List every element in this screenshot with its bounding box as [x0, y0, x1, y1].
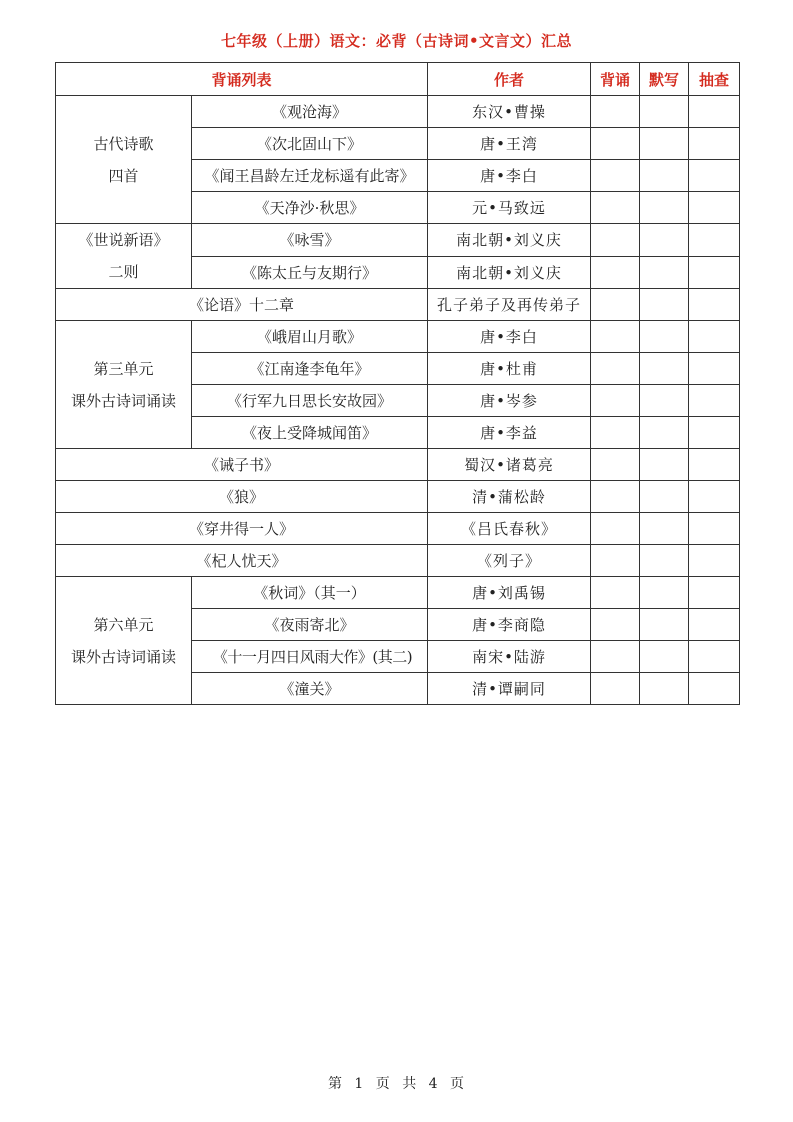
- dictate-check-cell[interactable]: [640, 513, 689, 545]
- dictate-check-cell[interactable]: [640, 641, 689, 673]
- spot-check-cell[interactable]: [689, 192, 740, 224]
- dictate-check-cell[interactable]: [640, 449, 689, 481]
- poem-author: 清•谭嗣同: [428, 673, 591, 705]
- poem-author: 唐•李白: [428, 321, 591, 353]
- poem-author: 唐•李益: [428, 417, 591, 449]
- dictate-check-cell[interactable]: [640, 192, 689, 224]
- poem-title: 《陈太丘与友期行》: [192, 256, 428, 289]
- dictate-check-cell[interactable]: [640, 160, 689, 192]
- recite-check-cell[interactable]: [591, 641, 640, 673]
- poem-title: 《十一月四日风雨大作》(其二): [192, 641, 428, 673]
- table-row: [56, 321, 740, 353]
- group-ancient-poems: [56, 96, 192, 224]
- footer-text: 页: [450, 1076, 466, 1092]
- poem-author: 孔子弟子及再传弟子: [428, 289, 591, 321]
- poem-author: 《列子》: [428, 545, 591, 577]
- header-recite: 背诵: [591, 63, 640, 96]
- recite-check-cell[interactable]: [591, 385, 640, 417]
- table-row: [56, 449, 740, 481]
- footer-text: 第: [327, 1076, 343, 1092]
- group-label: 第三单元: [93, 359, 154, 378]
- spot-check-cell[interactable]: [689, 673, 740, 705]
- recite-check-cell[interactable]: [591, 481, 640, 513]
- footer-text: 页: [375, 1076, 391, 1092]
- poem-title: 《夜雨寄北》: [192, 609, 428, 641]
- poem-title: 《秋词》（其一）: [192, 577, 428, 609]
- spot-check-cell[interactable]: [689, 321, 740, 353]
- dictate-check-cell[interactable]: [640, 321, 689, 353]
- poem-title: 《论语》十二章: [56, 289, 428, 321]
- footer-text: 共: [402, 1076, 418, 1092]
- table-row: [56, 513, 740, 545]
- table-row: [56, 289, 740, 321]
- dictate-check-cell[interactable]: [640, 609, 689, 641]
- dictate-check-cell[interactable]: [640, 256, 689, 289]
- group-unit6: [56, 577, 192, 705]
- header-list: 背诵列表: [56, 63, 428, 96]
- spot-check-cell[interactable]: [689, 224, 740, 257]
- poem-title: 《诫子书》: [56, 449, 428, 481]
- spot-check-cell[interactable]: [689, 449, 740, 481]
- recite-check-cell[interactable]: [591, 321, 640, 353]
- recite-check-cell[interactable]: [591, 256, 640, 289]
- dictate-check-cell[interactable]: [640, 673, 689, 705]
- poem-author: 唐•李商隐: [428, 609, 591, 641]
- group-unit3: [56, 321, 192, 449]
- recite-check-cell[interactable]: [591, 289, 640, 321]
- table-row: [56, 545, 740, 577]
- recite-check-cell[interactable]: [591, 128, 640, 160]
- dictate-check-cell[interactable]: [640, 96, 689, 128]
- recite-check-cell[interactable]: [591, 417, 640, 449]
- group-shishuo: [56, 224, 192, 289]
- poem-author: 南宋•陆游: [428, 641, 591, 673]
- poem-title: 《穿井得一人》: [56, 513, 428, 545]
- dictate-check-cell[interactable]: [640, 385, 689, 417]
- poem-author: 元•马致远: [428, 192, 591, 224]
- dictate-check-cell[interactable]: [640, 289, 689, 321]
- recitation-table: [55, 62, 740, 705]
- poem-author: 唐•李白: [428, 160, 591, 192]
- table-row: [56, 577, 740, 609]
- group-label: 第六单元: [93, 615, 154, 634]
- spot-check-cell[interactable]: [689, 160, 740, 192]
- spot-check-cell[interactable]: [689, 609, 740, 641]
- poem-title: 《潼关》: [192, 673, 428, 705]
- poem-title: 《夜上受降城闻笛》: [192, 417, 428, 449]
- page-footer: [0, 1073, 793, 1093]
- recite-check-cell[interactable]: [591, 192, 640, 224]
- poem-author: 南北朝•刘义庆: [428, 224, 591, 257]
- table-row: [56, 481, 740, 513]
- recite-check-cell[interactable]: [591, 160, 640, 192]
- dictate-check-cell[interactable]: [640, 545, 689, 577]
- spot-check-cell[interactable]: [689, 577, 740, 609]
- recite-check-cell[interactable]: [591, 96, 640, 128]
- spot-check-cell[interactable]: [689, 481, 740, 513]
- group-label: 《世说新语》: [78, 231, 169, 249]
- poem-author: 唐•王湾: [428, 128, 591, 160]
- spot-check-cell[interactable]: [689, 128, 740, 160]
- dictate-check-cell[interactable]: [640, 224, 689, 257]
- dictate-check-cell[interactable]: [640, 417, 689, 449]
- recite-check-cell[interactable]: [591, 577, 640, 609]
- header-author: 作者: [428, 63, 591, 96]
- poem-author: 《吕氏春秋》: [428, 513, 591, 545]
- recite-check-cell[interactable]: [591, 545, 640, 577]
- poem-title: 《天净沙·秋思》: [192, 192, 428, 224]
- spot-check-cell[interactable]: [689, 256, 740, 289]
- page-total: 4: [428, 1076, 439, 1092]
- page-number: 1: [354, 1076, 365, 1092]
- header-check: 抽查: [689, 63, 740, 96]
- poem-title: 《行军九日思长安故园》: [192, 385, 428, 417]
- group-label: 古代诗歌: [93, 134, 154, 153]
- recite-check-cell[interactable]: [591, 449, 640, 481]
- recite-check-cell[interactable]: [591, 224, 640, 257]
- poem-author: 唐•岑参: [428, 385, 591, 417]
- dictate-check-cell[interactable]: [640, 577, 689, 609]
- poem-title: 《江南逢李龟年》: [192, 353, 428, 385]
- poem-title: 《咏雪》: [192, 224, 428, 257]
- table-row: [56, 224, 740, 257]
- spot-check-cell[interactable]: [689, 513, 740, 545]
- group-label: 课外古诗词诵读: [70, 391, 176, 410]
- group-label: 二则: [108, 263, 139, 281]
- poem-title: 《次北固山下》: [192, 128, 428, 160]
- spot-check-cell[interactable]: [689, 289, 740, 321]
- poem-title: 《峨眉山月歌》: [192, 321, 428, 353]
- spot-check-cell[interactable]: [689, 353, 740, 385]
- poem-author: 东汉•曹操: [428, 96, 591, 128]
- recite-check-cell[interactable]: [591, 513, 640, 545]
- spot-check-cell[interactable]: [689, 641, 740, 673]
- spot-check-cell[interactable]: [689, 417, 740, 449]
- poem-author: 南北朝•刘义庆: [428, 256, 591, 289]
- recite-check-cell[interactable]: [591, 609, 640, 641]
- poem-author: 清•蒲松龄: [428, 481, 591, 513]
- poem-title: 《观沧海》: [192, 96, 428, 128]
- poem-title: 《狼》: [56, 481, 428, 513]
- dictate-check-cell[interactable]: [640, 128, 689, 160]
- recite-check-cell[interactable]: [591, 353, 640, 385]
- group-label: 课外古诗词诵读: [70, 647, 176, 666]
- poem-title: 《杞人忧天》: [56, 545, 428, 577]
- spot-check-cell[interactable]: [689, 545, 740, 577]
- header-row: [56, 63, 740, 96]
- page-title: 七年级（上册）语文：必背（古诗词•文言文）汇总: [220, 32, 573, 50]
- poem-author: 唐•杜甫: [428, 353, 591, 385]
- spot-check-cell[interactable]: [689, 385, 740, 417]
- table-row: [56, 96, 740, 128]
- dictate-check-cell[interactable]: [640, 481, 689, 513]
- spot-check-cell[interactable]: [689, 96, 740, 128]
- dictate-check-cell[interactable]: [640, 353, 689, 385]
- poem-author: 唐•刘禹锡: [428, 577, 591, 609]
- poem-title: 《闻王昌龄左迁龙标遥有此寄》: [192, 160, 428, 192]
- header-dictate: 默写: [640, 63, 689, 96]
- recite-check-cell[interactable]: [591, 673, 640, 705]
- group-label: 四首: [108, 166, 139, 185]
- poem-author: 蜀汉•诸葛亮: [428, 449, 591, 481]
